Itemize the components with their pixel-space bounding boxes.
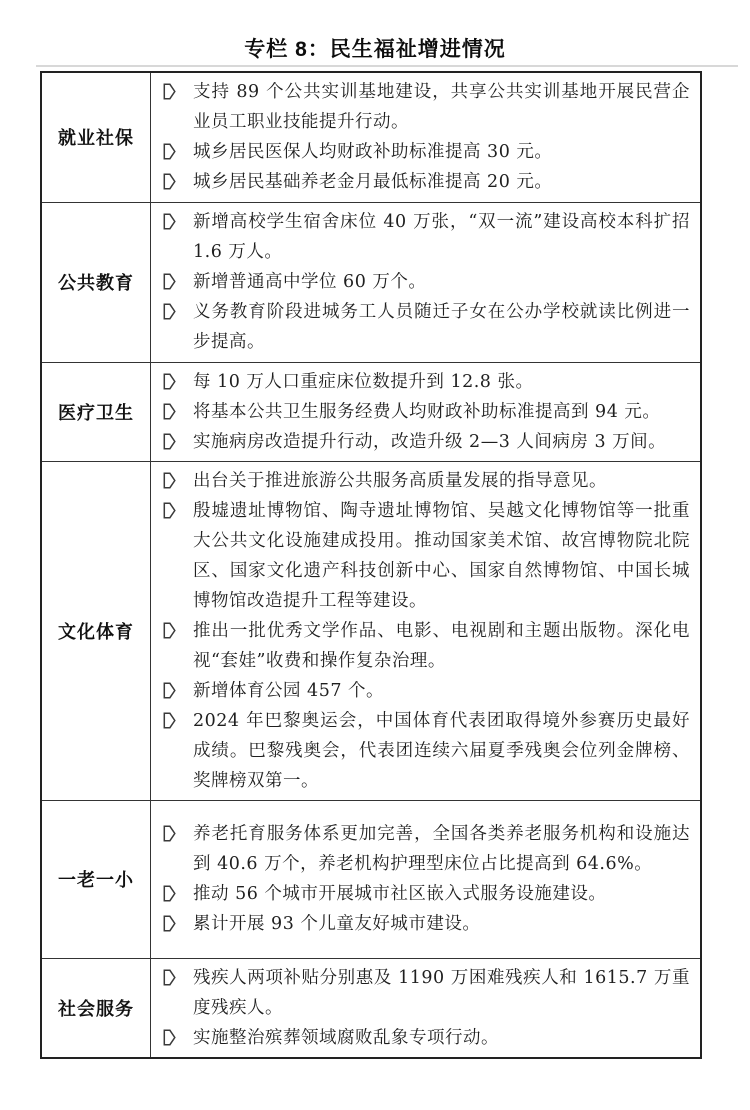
list-item (151, 267, 690, 297)
right-arrow-bullet-icon (163, 682, 176, 699)
item-text: 推出一批优秀文学作品、电影、电视剧和主题出版物。深化电视“套娃”收费和操作复杂治理。 (193, 620, 690, 671)
category-label: 医疗卫生 (41, 362, 151, 461)
item-text: 殷墟遗址博物馆、陶寺遗址博物馆、吴越文化博物馆等一批重大公共文化设施建成投用。推动国家美术馆、故宫博物院北院区、国家文化遗产科技创新中心、国家自然博物馆、中国长城博物馆改造提升工程等建设。 (193, 500, 690, 611)
list-item (151, 1023, 690, 1053)
item-text: 城乡居民基础养老金月最低标准提高 20 元。 (193, 172, 553, 193)
item-text: 将基本公共卫生服务经费人均财政补助标准提高到 94 元。 (193, 401, 661, 422)
item-text: 城乡居民医保人均财政补助标准提高 30 元。 (193, 142, 553, 163)
category-items (151, 72, 702, 202)
item-text: 残疾人两项补贴分别惠及 1190 万困难残疾人和 1615.7 万重度残疾人。 (193, 967, 690, 1018)
category-items (151, 800, 702, 958)
list-item (151, 496, 690, 616)
right-arrow-bullet-icon (163, 712, 176, 729)
table-row (41, 800, 701, 958)
right-arrow-bullet-icon (163, 213, 176, 230)
right-arrow-bullet-icon (163, 969, 176, 986)
category-label: 社会服务 (41, 958, 151, 1058)
table-row (41, 461, 701, 800)
right-arrow-bullet-icon (163, 273, 176, 290)
list-item (151, 397, 690, 427)
right-arrow-bullet-icon (163, 885, 176, 902)
right-arrow-bullet-icon (163, 373, 176, 390)
item-text: 新增体育公园 457 个。 (193, 680, 385, 701)
list-item (151, 367, 690, 397)
list-item (151, 167, 690, 197)
right-arrow-bullet-icon (163, 173, 176, 190)
category-items (151, 958, 702, 1058)
item-text: 实施病房改造提升行动，改造升级 2—3 人间病房 3 万间。 (193, 431, 667, 452)
right-arrow-bullet-icon (163, 502, 176, 519)
item-text: 出台关于推进旅游公共服务高质量发展的指导意见。 (193, 470, 607, 491)
item-text: 支持 89 个公共实训基地建设，共享公共实训基地开展民营企业员工职业技能提升行动。 (193, 82, 690, 133)
category-label: 一老一小 (41, 800, 151, 958)
list-item (151, 77, 690, 137)
table-top-shadow (36, 65, 738, 67)
category-label: 就业社保 (41, 72, 151, 202)
right-arrow-bullet-icon (163, 915, 176, 932)
item-text: 推动 56 个城市开展城市社区嵌入式服务设施建设。 (193, 884, 607, 904)
list-item (151, 466, 690, 496)
right-arrow-bullet-icon (163, 403, 176, 420)
right-arrow-bullet-icon (163, 303, 176, 320)
list-item (151, 879, 690, 909)
list-item (151, 819, 690, 879)
right-arrow-bullet-icon (163, 83, 176, 100)
category-items (151, 362, 702, 461)
item-text: 2024 年巴黎奥运会，中国体育代表团取得境外参赛历史最好成绩。巴黎残奥会，代表团连续六届夏季残奥会位列金牌榜、奖牌榜双第一。 (193, 710, 690, 791)
right-arrow-bullet-icon (163, 143, 176, 160)
list-item (151, 616, 690, 676)
list-item (151, 297, 690, 357)
list-item (151, 909, 690, 939)
table-row (41, 362, 701, 461)
list-item (151, 676, 690, 706)
list-item (151, 207, 690, 267)
table-body (41, 72, 701, 1058)
item-text: 每 10 万人口重症床位数提升到 12.8 张。 (193, 371, 534, 392)
list-item (151, 706, 690, 796)
category-items (151, 202, 702, 362)
item-text: 累计开展 93 个儿童友好城市建设。 (193, 914, 481, 934)
page-title: 专栏 8：民生福祉增进情况 (244, 38, 506, 61)
table-row (41, 958, 701, 1058)
item-text: 义务教育阶段进城务工人员随迁子女在公办学校就读比例进一步提高。 (193, 302, 690, 352)
category-items (151, 461, 702, 800)
item-text: 养老托育服务体系更加完善，全国各类养老服务机构和设施达到 40.6 万个，养老机构护理型床位占比提高到 64.6%。 (193, 824, 690, 874)
welfare-table (40, 71, 702, 1059)
list-item (151, 137, 690, 167)
table-row (41, 72, 701, 202)
table-row (41, 202, 701, 362)
right-arrow-bullet-icon (163, 472, 176, 489)
item-text: 新增高校学生宿舍床位 40 万张，“双一流”建设高校本科扩招 1.6 万人。 (193, 212, 690, 262)
item-text: 实施整治殡葬领域腐败乱象专项行动。 (193, 1027, 499, 1048)
list-item (151, 427, 690, 457)
category-label: 文化体育 (41, 461, 151, 800)
category-label: 公共教育 (41, 202, 151, 362)
right-arrow-bullet-icon (163, 622, 176, 639)
right-arrow-bullet-icon (163, 825, 176, 842)
list-item (151, 963, 690, 1023)
right-arrow-bullet-icon (163, 1029, 176, 1046)
item-text: 新增普通高中学位 60 万个。 (193, 272, 427, 292)
right-arrow-bullet-icon (163, 433, 176, 450)
